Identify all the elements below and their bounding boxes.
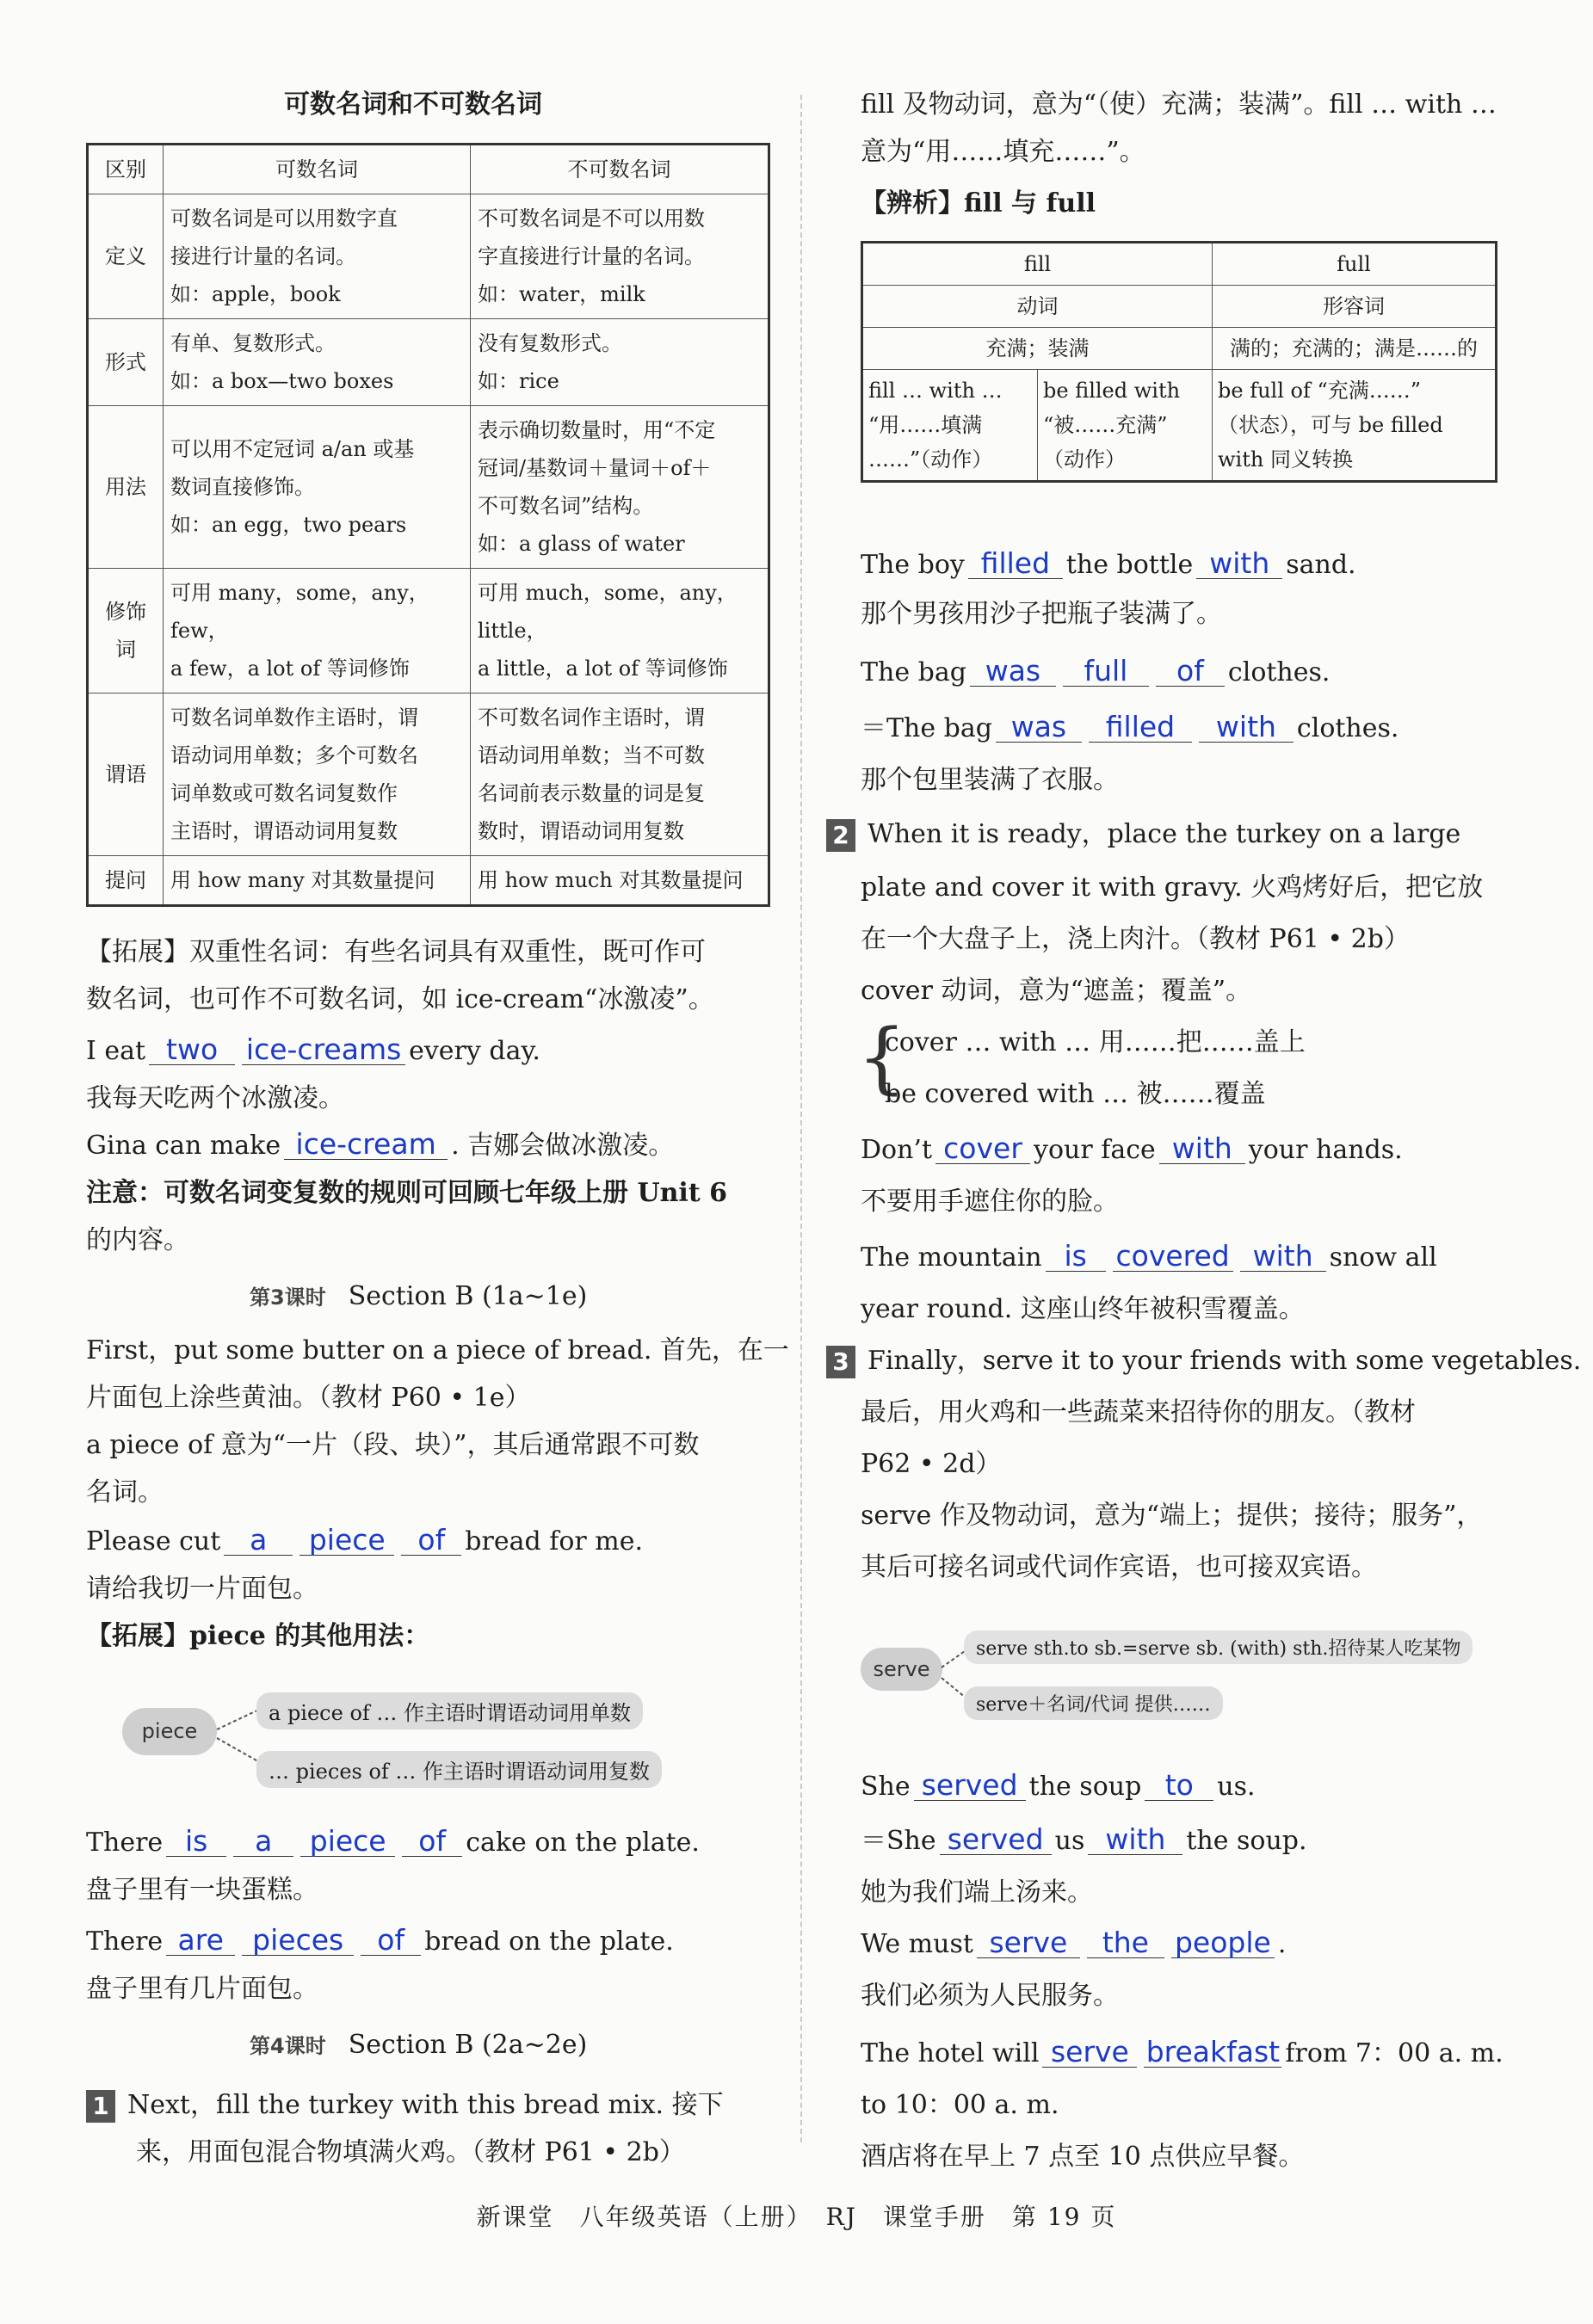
answer-blank: with — [1159, 1134, 1245, 1164]
uncountable-cell: 用 how much 对其数量提问 — [471, 856, 769, 906]
answer-blank: with — [1240, 1242, 1326, 1272]
table-row — [88, 319, 769, 406]
answer-blank: of — [1156, 657, 1225, 687]
countable-cell: 可数名词是可以用数字直 接进行计量的名词。 如：apple，book — [164, 194, 471, 319]
answer-blank: with — [1199, 712, 1294, 743]
uncountable-cell: 不可数名词是不可以用数 字直接进行计量的名词。 如：water，milk — [471, 194, 769, 319]
translation: 我每天吃两个冰激凌。 — [86, 1083, 344, 1113]
usage-branch: be covered with … 被……覆盖 — [885, 1079, 1266, 1109]
answer-blank: with — [1196, 549, 1282, 579]
table-header: fill — [862, 243, 1213, 286]
answer-blank: served — [940, 1825, 1052, 1855]
mindmap-branch: serve＋名词/代词 提供…… — [964, 1686, 1223, 1720]
translation: 不要用手遮住你的脸。 — [861, 1187, 1119, 1217]
lesson-badge: 第3课时 — [250, 1285, 326, 1310]
example-sentence: The hotel will serve breakfast from 7：00 a. m. — [861, 2035, 1503, 2068]
example-sentence: There are pieces of bread on the plate. — [86, 1923, 674, 1957]
answer-blank: was — [970, 657, 1056, 687]
item-text: 3 Finally，serve it to your friends with some vegetables. — [826, 1342, 1581, 1380]
mindmap-branch: a piece of … 作主语时谓语动词用单数 — [256, 1692, 643, 1729]
lesson-header: 第3课时 Section B (1a~1e) — [250, 1281, 588, 1311]
answer-blank: filled — [968, 549, 1063, 579]
answer-blank: two — [149, 1035, 235, 1065]
answer-blank: was — [996, 712, 1082, 743]
answer-blank: of — [402, 1827, 462, 1857]
row-label: 修饰词 — [88, 569, 164, 694]
answer-blank: full — [1063, 657, 1149, 687]
body-text: 片面包上涂些黄油。（教材 P60 • 1e） — [86, 1383, 531, 1413]
mindmap-center: serve — [861, 1648, 942, 1691]
brace-icon: { — [857, 1013, 907, 1103]
answer-blank: the — [1087, 1928, 1164, 1958]
translation: 盘子里有一块蛋糕。 — [86, 1875, 318, 1905]
table-cell: 动词 — [862, 286, 1213, 328]
example-sentence: We must serve the people . — [861, 1926, 1287, 1959]
uncountable-cell: 没有复数形式。 如：rice — [471, 319, 769, 406]
item-text: 来，用面包混合物填满火鸡。（教材 P61 • 2b） — [136, 2137, 685, 2167]
translation: 盘子里有几片面包。 — [86, 1974, 318, 2004]
table-title: 可数名词和不可数名词 — [284, 89, 542, 120]
countable-cell: 用 how many 对其数量提问 — [164, 856, 471, 906]
note: 注意：可数名词变复数的规则可回顾七年级上册 Unit 6 — [86, 1178, 727, 1208]
table-cell: fill … with … “用……填满 ……”（动作） — [862, 370, 1038, 482]
countable-cell: 可数名词单数作主语时，谓 语动词用单数；多个可数名 词单数或可数名词复数作 主语时，谓语动词用复数 — [164, 694, 471, 856]
answer-blank: are — [166, 1926, 235, 1956]
example-sentence: Please cut a piece of bread for me. — [86, 1523, 644, 1557]
body-text: First，put some butter on a piece of bread. 首先，在一 — [86, 1335, 789, 1365]
translation: 那个包里装满了衣服。 — [861, 765, 1119, 795]
uncountable-cell: 表示确切数量时，用“不定 冠词/基数词＋量词＋of＋ 不可数名词”结构。 如：a glass of water — [471, 406, 769, 569]
table-header: full — [1213, 243, 1497, 286]
countable-cell: 可用 many，some，any，few， a few，a lot of 等词修饰 — [164, 569, 471, 694]
item-text: P62 • 2d） — [861, 1449, 1002, 1479]
table-header: 可数名词 — [164, 145, 471, 194]
table-header: 不可数名词 — [471, 145, 769, 194]
translation: 她为我们端上汤来。 — [861, 1877, 1093, 1908]
translation: 请给我切一片面包。 — [86, 1574, 318, 1604]
mindmap-branch: … pieces of … 作主语时谓语动词用复数 — [256, 1751, 662, 1788]
lesson-header: 第4课时 Section B (2a~2e) — [250, 2030, 588, 2060]
table-row — [88, 194, 769, 319]
table-cell: 满的；充满的；满是……的 — [1213, 328, 1497, 370]
example-sentence: Don’t cover your face with your hands. — [861, 1131, 1403, 1165]
column-divider — [800, 95, 802, 2142]
extension-text: 数名词，也可作不可数名词，如 ice-cream“冰激凌”。 — [86, 984, 714, 1014]
answer-blank: ice-cream — [284, 1130, 448, 1160]
table-row — [88, 406, 769, 569]
row-label: 定义 — [88, 194, 164, 319]
body-text: 意为“用……填充……”。 — [861, 137, 1145, 167]
note: 的内容。 — [86, 1225, 189, 1255]
uncountable-cell: 可用 much，some，any，little， a little，a lot of 等词修饰 — [471, 569, 769, 694]
item-number: 1 — [86, 2090, 115, 2123]
analysis-heading: 【辨析】fill 与 full — [861, 188, 1096, 219]
example-sentence: The boy filled the bottle with sand. — [861, 546, 1356, 580]
answer-blank: covered — [1113, 1242, 1233, 1272]
answer-blank: served — [914, 1771, 1026, 1801]
body-text: to 10：00 a. m. — [861, 2090, 1059, 2120]
item-number: 3 — [826, 1346, 855, 1378]
table-header-row — [88, 145, 769, 194]
answer-blank: serve — [977, 1928, 1080, 1958]
answer-blank: breakfast — [1144, 2037, 1281, 2068]
row-label: 谓语 — [88, 694, 164, 856]
extension-text: 【拓展】piece 的其他用法： — [86, 1621, 430, 1651]
noun-comparison-table — [86, 143, 770, 907]
countable-cell: 可以用不定冠词 a/an 或基 数词直接修饰。 如：an egg，two pears — [164, 406, 471, 569]
example-sentence: ＝She served us with the soup. — [861, 1822, 1307, 1856]
body-text: 名词。 — [86, 1477, 164, 1507]
item-text: 2 When it is ready，place the turkey on a large — [826, 816, 1460, 854]
fill-full-table — [861, 241, 1497, 483]
table-cell: 充满；装满 — [862, 328, 1213, 370]
body-text: 其后可接名词或代词作宾语，也可接双宾语。 — [861, 1552, 1377, 1582]
table-row — [88, 856, 769, 906]
body-text: year round. 这座山终年被积雪覆盖。 — [861, 1294, 1305, 1324]
row-label: 提问 — [88, 856, 164, 906]
translation: 酒店将在早上 7 点至 10 点供应早餐。 — [861, 2142, 1305, 2172]
body-text: serve 作及物动词，意为“端上；提供；接待；服务”， — [861, 1501, 1483, 1531]
table-cell: 形容词 — [1213, 286, 1497, 328]
table-row — [88, 569, 769, 694]
countable-cell: 有单、复数形式。 如：a box—two boxes — [164, 319, 471, 406]
example-sentence: There is a piece of cake on the plate. — [86, 1824, 700, 1858]
example-sentence: The mountain is covered with snow all — [861, 1239, 1437, 1273]
answer-blank: of — [401, 1526, 461, 1556]
item-text: plate and cover it with gravy. 火鸡烤好后，把它放 — [861, 872, 1484, 903]
usage-branch: cover … with … 用……把……盖上 — [885, 1027, 1306, 1057]
answer-blank: piece — [299, 1526, 394, 1556]
item-number: 2 — [826, 819, 855, 852]
answer-blank: is — [1046, 1242, 1106, 1272]
page-footer: 新课堂 八年级英语（上册） RJ 课堂手册 第 19 页 — [476, 2203, 1117, 2231]
item-text: 最后，用火鸡和一些蔬菜来招待你的朋友。（教材 — [861, 1397, 1416, 1427]
row-label: 形式 — [88, 319, 164, 406]
body-text: cover 动词，意为“遮盖；覆盖”。 — [861, 976, 1252, 1006]
item-text: 1 Next，fill the turkey with this bread mix. 接下 — [86, 2087, 724, 2124]
body-text: fill 及物动词，意为“（使）充满；装满”。fill … with … — [861, 89, 1497, 120]
example-sentence: She served the soup to us. — [861, 1768, 1256, 1802]
answer-blank: to — [1145, 1771, 1213, 1801]
answer-blank: piece — [300, 1827, 395, 1857]
mindmap-center: piece — [122, 1708, 217, 1755]
answer-blank: cover — [935, 1134, 1030, 1164]
body-text: a piece of 意为“一片（段、块）”，其后通常跟不可数 — [86, 1430, 700, 1460]
example-sentence: ＝The bag was filled with clothes. — [861, 710, 1399, 743]
table-row — [88, 694, 769, 856]
mindmap-branch: serve sth.to sb.=serve sb. (with) sth.招待某人吃某物 — [964, 1630, 1473, 1664]
table-cell: be full of “充满……” （状态），可与 be filled with 同义转换 — [1213, 370, 1497, 482]
answer-blank: of — [361, 1926, 421, 1956]
answer-blank: ice-creams — [242, 1035, 405, 1065]
table-header: 区别 — [88, 145, 164, 194]
lesson-badge: 第4课时 — [250, 2034, 326, 2058]
answer-blank: serve — [1042, 2037, 1137, 2068]
answer-blank: people — [1171, 1928, 1275, 1958]
translation: 我们必须为人民服务。 — [861, 1981, 1119, 2011]
answer-blank: with — [1088, 1825, 1182, 1855]
extension-text: 【拓展】双重性名词：有些名词具有双重性，既可作可 — [86, 937, 706, 967]
item-text: 在一个大盘子上，浇上肉汁。（教材 P61 • 2b） — [861, 924, 1410, 954]
answer-blank: is — [166, 1827, 226, 1857]
uncountable-cell: 不可数名词作主语时，谓 语动词用单数；当不可数 名词前表示数量的词是复 数时，谓语动词用复数 — [471, 694, 769, 856]
example-sentence: The bag was full of clothes. — [861, 654, 1331, 687]
row-label: 用法 — [88, 406, 164, 569]
answer-blank: filled — [1089, 712, 1192, 743]
example-sentence: I eat two ice-creams every day. — [86, 1033, 540, 1066]
example-sentence: Gina can make ice-cream . 吉娜会做冰激凌。 — [86, 1127, 675, 1161]
table-cell: be filled with “被……充满” （动作） — [1038, 370, 1213, 482]
answer-blank: pieces — [242, 1926, 354, 1956]
answer-blank: a — [224, 1526, 293, 1556]
answer-blank: a — [233, 1827, 293, 1857]
translation: 那个男孩用沙子把瓶子装满了。 — [861, 599, 1222, 629]
